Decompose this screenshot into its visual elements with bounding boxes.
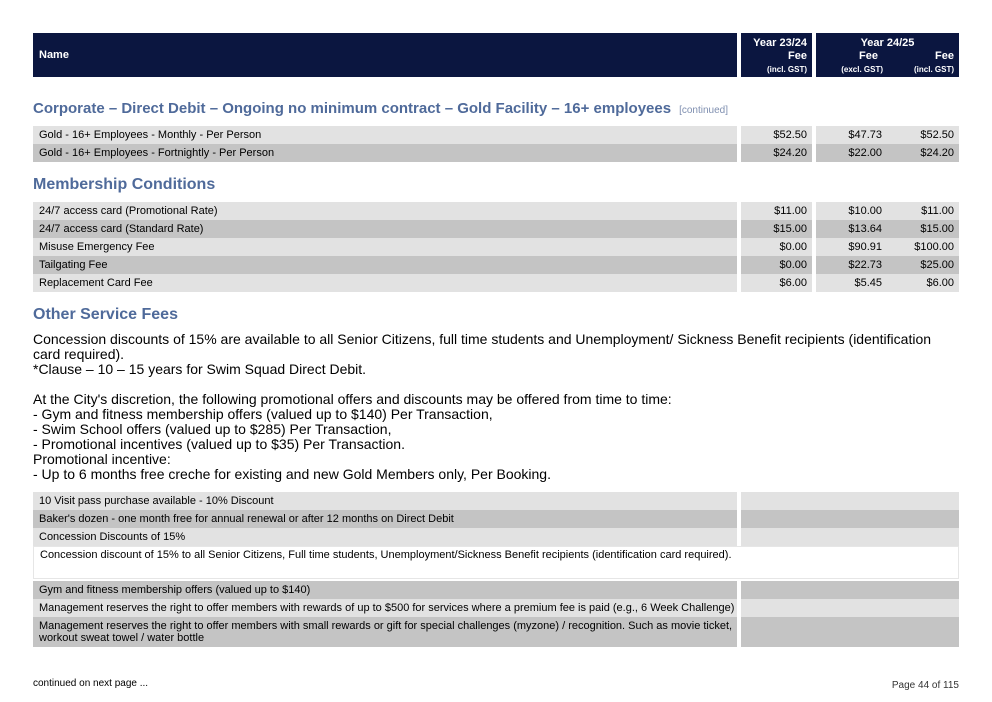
other-fees-description: Concession discounts of 15% are available to all Senior Citizens, full time students and Unemployment/ Sickness Benefit recipients (identification card required). *Clause – 10 – 15 years for Swim Squad Direct Debit. At the City's discretion, the following promotional offers and discounts may be offered from time to time: - Gym and fitness membership offers (valued up to $140) Per Transaction, - Swim School offers (valued up to $285) Per Transaction, - Promotional incentives (valued up to $35) Per Transaction. Promotional incentive: - Up to 6 months free creche for existing and new Gold Members only, Per Booking.: [33, 331, 932, 482]
table-row: Baker's dozen - one month free for annual renewal or after 12 months on Direct Debit: [33, 510, 959, 528]
table-row: Gold - 16+ Employees - Fortnightly - Per Person $24.20 $22.00 $24.20: [33, 144, 959, 162]
fee-schedule-page: [33, 33, 959, 647]
table-row: Gym and fitness membership offers (valued up to $140): [33, 581, 959, 599]
table-row: 24/7 access card (Promotional Rate) $11.00 $10.00 $11.00: [33, 202, 959, 220]
section-title-other-service-fees: Other Service Fees: [33, 306, 178, 323]
table-row: Management reserves the right to offer members with small rewards or gift for special challenges (myzone) / recognition. Such as movie ticket, workout sweat towel / water bottle: [33, 617, 959, 647]
section-title-membership-conditions: Membership Conditions: [33, 176, 216, 193]
table-row: Concession Discounts of 15%: [33, 528, 959, 546]
table-row: 24/7 access card (Standard Rate) $15.00 $13.64 $15.00: [33, 220, 959, 238]
page-number: Page 44 of 115: [891, 680, 959, 691]
header-year-2425: Year 24/25 Fee (excl. GST) Fee (incl. GST): [816, 33, 959, 77]
table-row: Management reserves the right to offer members with rewards of up to $500 for services where a premium fee is paid (e.g., 6 Week Challenge): [33, 599, 959, 617]
table-row: Concession discount of 15% to all Senior Citizens, Full time students, Unemployment/Sickness Benefit recipients (identification card required).: [33, 546, 959, 579]
table-row: Misuse Emergency Fee $0.00 $90.91 $100.00: [33, 238, 959, 256]
table-row: 10 Visit pass purchase available - 10% Discount: [33, 492, 959, 510]
section-title-corporate: Corporate – Direct Debit – Ongoing no minimum contract – Gold Facility – 16+ employees [continued]: [33, 100, 729, 117]
header-name: Name: [33, 33, 737, 77]
table-header: [33, 33, 959, 77]
continued-note: continued on next page ...: [33, 678, 149, 689]
header-year-2324: Year 23/24 Fee (incl. GST): [741, 33, 812, 77]
table-row: Tailgating Fee $0.00 $22.73 $25.00: [33, 256, 959, 274]
table-row: Gold - 16+ Employees - Monthly - Per Person $52.50 $47.73 $52.50: [33, 126, 959, 144]
table-row: Replacement Card Fee $6.00 $5.45 $6.00: [33, 274, 959, 292]
